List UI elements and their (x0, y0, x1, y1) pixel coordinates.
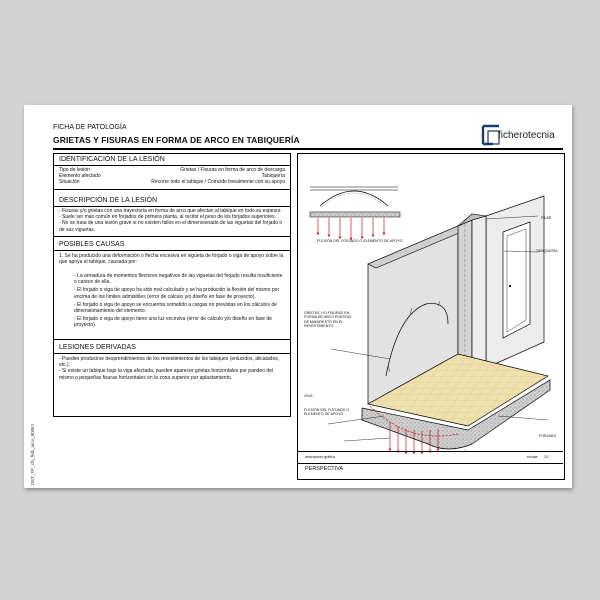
ident-label: Situación (59, 179, 80, 186)
ident-label: Tipo de lesión (59, 167, 90, 173)
descripcion-list (59, 208, 285, 233)
footer-rule (298, 451, 563, 452)
scale-value: 1/1 (544, 455, 549, 459)
section-rule (53, 339, 290, 340)
list-item: - El forjado o viga de apoyo tiene una luz excesiva (error de cálculo y/o diseño en fase de proyecto). (74, 316, 272, 329)
list-item: - El forjado o viga de apoyo ha sido mal calculado y se ha producido la flexión del mismo por encima de los límites admisibles (error de cálculo y/o diseño en fase de proyecto). (74, 287, 280, 300)
list-item: - Fisuras y/o grietas con una trayectoria en forma de arco que afectan al tabique en todo su espesor. (59, 208, 282, 214)
causas-heading: POSIBLES CAUSAS (59, 241, 125, 248)
list-item: - La armadura de momentos flectores negativos de las viguetas del forjado resulta insuficiente o carece de ella. (74, 273, 283, 286)
descripcion-heading: DESCRIPCIÓN DE LA LESIÓN (59, 197, 158, 204)
identificacion-table (59, 167, 285, 186)
footer-label: descripción gráfica (305, 455, 335, 459)
section-rule (53, 236, 290, 237)
label-pilar: PILAR (541, 216, 552, 220)
list-item: - Si existe un tabique bajo la viga afectada, pueden aparecer grietas horizontales por pandeo del mismo o pequeñas fisuras horizontales en la zona superior por aplastamiento. (59, 368, 274, 381)
list-item: - No se trata de una lesión grave si no existen fallos en el dimensionado de las viguetas del forjado o de sus viguetas. (59, 220, 283, 233)
door-handle-icon (509, 285, 511, 287)
page-title: GRIETAS Y FISURAS EN FORMA DE ARCO EN TABIQUERÍA (53, 135, 300, 145)
label-deflexion-detail: FLEXIÓN DEL FORJADO O ELEMENTO DE APOYO (317, 239, 403, 243)
section-rule (53, 165, 290, 166)
list-item: - El forjado o viga de apoyo se encuentra sometido a cargas no previstas en los cálculos de dimensionamiento del elemento. (74, 301, 277, 315)
ident-value: Grietas / Fisuras en forma de arco de descarga (180, 167, 285, 173)
derivadas-heading: LESIONES DERIVADAS (59, 344, 136, 351)
side-code: DET_FP_cfs_fisb_arco_0008 I (30, 423, 35, 485)
label-tabiqueria: TABIQUERÍA (536, 249, 558, 253)
derivadas-list (59, 356, 285, 381)
brand-logo (479, 122, 569, 150)
view-label: PERSPECTIVA (305, 466, 344, 472)
scale-label: escala (527, 455, 538, 459)
footer-rule (298, 463, 563, 464)
brand-name: ficherotecnia (498, 130, 555, 141)
causas-intro: 1. Se ha producido una deformación o flecha excesiva en vigueta de forjado o viga de apoyo sobre la que apoya el tabique, causada por: (59, 253, 284, 266)
document-sheet (24, 105, 572, 488)
ident-row (59, 179, 285, 185)
list-item: - Pueden producirse desprendimientos de los revestimientos de los tabiques (enlucidos, alicatados, etc.). (59, 356, 280, 369)
ident-value: Tabiquería (261, 173, 285, 180)
section-rule (53, 250, 290, 251)
ident-value: Recorre todo el tabique / Coincide linealmente con su apoyo (151, 179, 285, 186)
identificacion-heading: IDENTIFICACIÓN DE LA LESIÓN (59, 156, 165, 163)
label-flexion: FLEXIÓN DEL FORJADO O ELEMENTO DE APOYO (304, 408, 350, 417)
ident-label: Elemento afectado (59, 173, 101, 180)
label-grietas: GRIETAS Y/O FISURAS EN FORMA DE ARCO PUESTAS DE MANIFIESTO EN EL REVESTIMIENTO (304, 311, 352, 329)
header-kicker: FICHA DE PATOLOGÍA (53, 124, 127, 131)
label-viga: VIGA (304, 394, 313, 398)
arch-detail-diagram (310, 187, 400, 239)
section-rule (53, 206, 290, 207)
section-rule (53, 353, 290, 354)
list-item: - Suele ser más común en forjados de primera planta, al recibir el peso de los forjados superiores. (59, 214, 277, 221)
section-rule (53, 189, 290, 190)
causas-list (74, 273, 285, 329)
label-forjado: FORJADO (539, 434, 557, 438)
